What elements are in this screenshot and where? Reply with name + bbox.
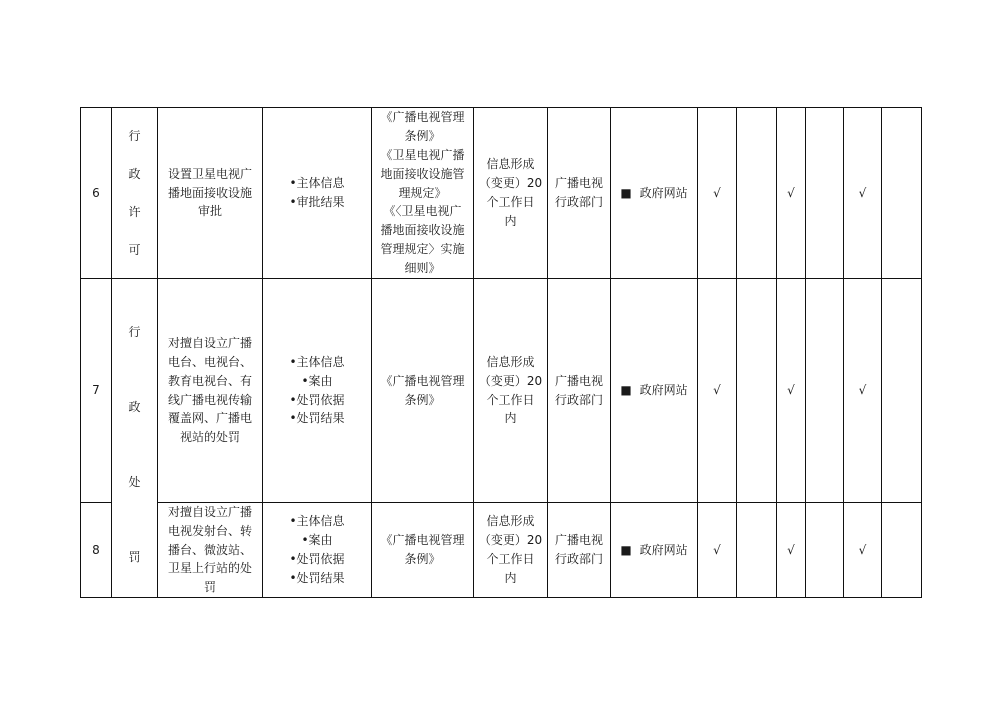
item-line: 覆盖网、广播电	[167, 411, 252, 426]
content-line: •案由	[301, 373, 333, 388]
category-char: 政	[128, 400, 141, 414]
basis-line: 管理规定〉实施	[380, 241, 465, 256]
check-cell: √	[698, 503, 737, 598]
item-line: 对擅自设立广播	[167, 336, 252, 351]
subject-line: 广播电视	[554, 533, 603, 548]
content-line: •处罚依据	[289, 552, 345, 566]
subject-line: 行政部门	[554, 552, 603, 566]
check-cell	[806, 503, 844, 598]
disclosure-table	[80, 107, 922, 598]
time-line: 信息形成	[486, 157, 535, 172]
basis-line: 《〈卫星电视广	[383, 204, 462, 219]
content-line: •处罚依据	[289, 392, 345, 407]
time-line: （变更）20	[478, 176, 543, 191]
filled-square-icon: ■	[620, 185, 632, 200]
channel-cell	[611, 108, 698, 279]
item-line: 审批	[197, 204, 222, 219]
check-cell	[882, 503, 922, 598]
category-cell	[112, 108, 158, 279]
content-line: •主体信息	[289, 514, 345, 529]
category-char: 罚	[128, 550, 141, 564]
check-cell	[737, 503, 777, 598]
subject-line: 广播电视	[554, 373, 603, 388]
time-line: 个工作日	[486, 552, 535, 566]
subject-cell	[548, 503, 611, 598]
time-line: 内	[504, 411, 517, 426]
item-line: 罚	[203, 580, 216, 595]
basis-line: 播地面接收设施	[380, 223, 465, 238]
basis-line: 《卫星电视广播	[380, 148, 465, 162]
item-line: 播台、微波站、	[167, 542, 252, 557]
category-char: 行	[128, 129, 141, 143]
check-cell	[806, 108, 844, 279]
table-row	[81, 108, 922, 279]
subject-cell	[548, 108, 611, 279]
row-number: 7	[81, 279, 112, 503]
table-row	[81, 279, 922, 503]
check-cell	[737, 279, 777, 503]
basis-line: 地面接收设施管	[380, 166, 465, 181]
category-char: 处	[128, 475, 141, 489]
time-limit-cell	[474, 503, 548, 598]
channel-label: 政府网站	[639, 542, 688, 557]
channel-label: 政府网站	[639, 383, 688, 398]
item-line: 对擅自设立广播	[167, 505, 252, 519]
time-line: 内	[504, 570, 517, 585]
channel-label: 政府网站	[639, 185, 688, 200]
basis-line: 《广播电视管理	[380, 373, 465, 388]
basis-line: 条例》	[404, 392, 441, 407]
filled-square-icon: ■	[620, 542, 632, 557]
subject-cell	[548, 279, 611, 503]
item-line: 线广播电视传输	[167, 392, 252, 407]
filled-square-icon: ■	[620, 383, 632, 398]
check-cell: √	[844, 108, 882, 279]
content-cell	[263, 279, 372, 503]
time-line: 信息形成	[486, 514, 535, 529]
item-line: 教育电视台、有	[167, 373, 252, 388]
check-cell	[737, 108, 777, 279]
content-line: •主体信息	[289, 354, 345, 369]
item-cell	[158, 503, 263, 598]
subject-line: 广播电视	[554, 176, 603, 191]
basis-line: 理规定》	[398, 185, 447, 200]
check-cell: √	[777, 108, 806, 279]
category-char: 行	[128, 325, 141, 339]
item-line: 视站的处罚	[179, 430, 240, 445]
time-line: 信息形成	[486, 354, 535, 369]
category-char: 政	[128, 167, 141, 181]
item-line: 设置卫星电视广	[167, 166, 252, 181]
time-limit-cell	[474, 108, 548, 279]
time-limit-cell	[474, 279, 548, 503]
table-row	[81, 503, 922, 598]
time-line: 内	[504, 213, 517, 228]
check-cell	[882, 279, 922, 503]
item-cell	[158, 279, 263, 503]
item-line: 播地面接收设施	[167, 185, 252, 200]
category-cell	[112, 279, 158, 598]
time-line: （变更）20	[478, 533, 543, 548]
basis-cell	[372, 108, 474, 279]
subject-line: 行政部门	[554, 392, 603, 407]
subject-line: 行政部门	[554, 195, 603, 209]
item-line: 电视发射台、转	[167, 523, 252, 538]
time-line: （变更）20	[478, 373, 543, 388]
content-line: •审批结果	[289, 195, 345, 209]
content-cell	[263, 108, 372, 279]
channel-cell	[611, 503, 698, 598]
content-line: •处罚结果	[289, 411, 345, 426]
basis-line: 《广播电视管理	[380, 533, 465, 548]
basis-cell	[372, 279, 474, 503]
category-char: 可	[128, 243, 141, 257]
content-line: •主体信息	[289, 176, 345, 191]
item-cell	[158, 108, 263, 279]
category-char: 许	[128, 205, 141, 219]
check-cell: √	[777, 503, 806, 598]
basis-line: 条例》	[404, 552, 441, 566]
channel-cell	[611, 279, 698, 503]
check-cell: √	[777, 279, 806, 503]
item-line: 卫星上行站的处	[167, 561, 252, 576]
content-cell	[263, 503, 372, 598]
check-cell: √	[844, 279, 882, 503]
row-number: 8	[81, 503, 112, 598]
check-cell: √	[698, 108, 737, 279]
time-line: 个工作日	[486, 195, 535, 209]
basis-line: 《广播电视管理	[380, 110, 465, 125]
check-cell	[882, 108, 922, 279]
item-line: 电台、电视台、	[167, 354, 252, 369]
basis-cell	[372, 503, 474, 598]
basis-line: 细则》	[404, 260, 441, 275]
content-line: •案由	[301, 533, 333, 548]
row-number: 6	[81, 108, 112, 279]
content-line: •处罚结果	[289, 570, 345, 585]
check-cell	[806, 279, 844, 503]
basis-line: 条例》	[404, 129, 441, 144]
check-cell: √	[844, 503, 882, 598]
check-cell: √	[698, 279, 737, 503]
time-line: 个工作日	[486, 392, 535, 407]
